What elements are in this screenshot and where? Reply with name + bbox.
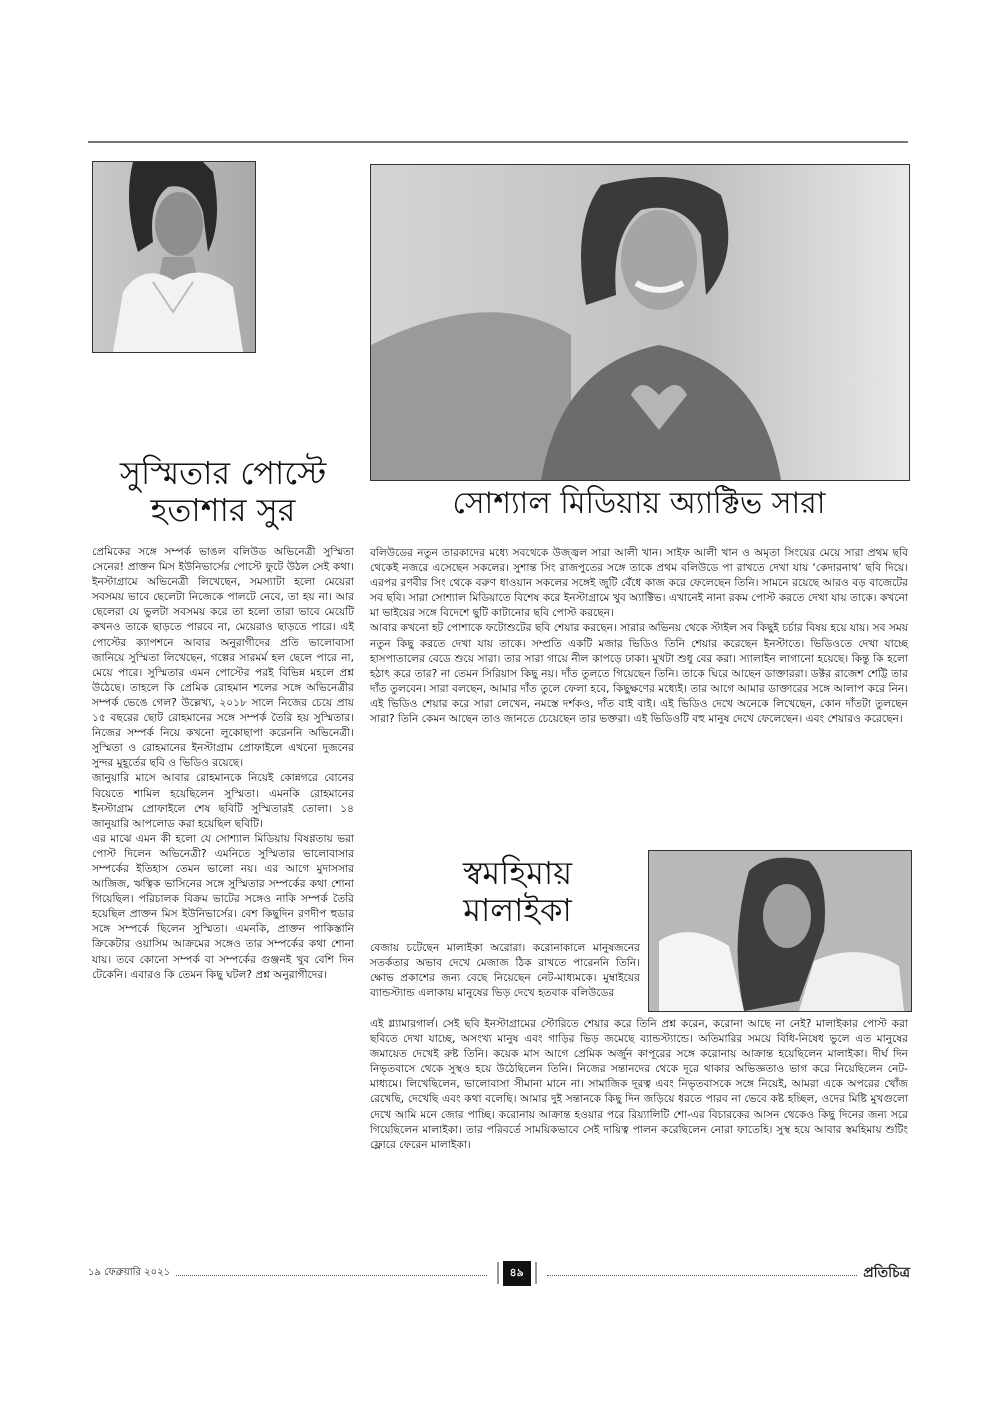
- headline-malaika: [405, 855, 630, 929]
- paragraph: এর মাঝে এমন কী হলো যে সোশ্যাল মিডিয়ায় বিষণ্ণতায় ভরা পোস্ট দিলেন অভিনেত্রী? এমনিতে সুস্মিতার ভালোবাসার সম্পর্কের ইতিহাস তেমন ভালো নয়। এর আগে মুদাসসার আজিজ, ঋত্বিক ভাসিনের সঙ্গে সুস্মিতার সম্পর্কের কথা শোনা গিয়েছিল। পরিচালক বিক্রম ভাটের সঙ্গেও নাকি সম্পর্ক তৈরি হয়েছিল প্রাক্তন মিস ইউনিভার্সের। বেশ কিছুদিন রণদীপ হুডার সঙ্গে সম্পর্কে ছিলেন সুস্মিতা। এমনকি, প্রাক্তন পাকিস্তানি ক্রিকেটার ওয়াসিম আক্রমের সঙ্গেও তার সম্পর্কের কথা শোনা যায়। তবে কোনো সম্পর্ক বা সম্পর্কের গুঞ্জনই খুব বেশি দিন টেকেনি। এবারও কি তেমন কিছু ঘটল? প্রশ্ন অনুরাগীদের।: [92, 832, 354, 981]
- footer-date: ১৯ ফেব্রুয়ারি ২০২১: [88, 1266, 171, 1278]
- page-footer: [88, 1262, 910, 1284]
- paragraph: এই গ্ল্যামারগার্ল। সেই ছবি ইনস্টাগ্রামের স্টোরিতে শেয়ার করে তিনি প্রশ্ন করেন, করোনা আছে না নেই? মালাইকার পোস্ট করা ছবিতে দেখা যাচ্ছে, অসংখ্য মানুষ এবং গাড়ির ভিড় জমেছে ব্যান্ডস্ট্যান্ডে। অতিমারির সময়ে বিধি-নিষেধ ভুলে এত মানুষের জমায়েত দেখেই রুষ্ট তিনি। কয়েক মাস আগে প্রেমিক অর্জুন কাপূরের সঙ্গে করোনায় আক্রান্ত হয়েছিলেন মালাইকা। দীর্ঘ দিন নিভৃতবাসে থেকে সুস্থও হয়ে উঠেছিলেন তিনি। নিজের সন্তানদের থেকে দূরে থাকার অভিজ্ঞতাও ভাগ করে নিয়েছিলেন নেট-মাধ্যমে। লিখেছিলেন, ভালোবাসা সীমানা মানে না। সামাজিক দূরত্ব এবং নিভৃতবাসকে সঙ্গে নিয়েই, আমরা একে অপরের খোঁজ রেখেছি, দেখেছি এবং কথা বলেছি। আমার দুই সন্তানকে কিছু দিন জড়িয়ে ধরতে পারব না ভেবে কষ্ট হচ্ছিল, ওদের মিষ্টি মুখগুলো দেখে আমি মনে জোর পাচ্ছি। করোনায় আক্রান্ত হওয়ার পরে রিয়্যালিটি শো-এর বিচারকের আসন থেকেও কিছু দিনের জন্য সরে গিয়েছিলেন মালাইকা। তার পরিবর্তে সাময়িকভাবে সেই দায়িত্ব পালন করেছিলেন নোরা ফাতেহি। সুস্থ হয়ে আবার স্বমহিমায় শুটিং ফ্লোরে ফেরেন মালাইকা।: [370, 1018, 908, 1151]
- headline-sara: সোশ্যাল মিডিয়ায় অ্যাক্টিভ সারা: [452, 486, 826, 521]
- paragraph: জানুয়ারি মাসে আবার রোহমানকে নিয়েই কোন্নগরে বোনের বিয়েতে শামিল হয়েছিলেন সুস্মিতা। এমনকি রোহমানের ইনস্টাগ্রাম প্রোফাইলে শেষ ছবিটি সুস্মিতারই তোলা। ১৪ জানুয়ারি আপলোড করা হয়েছিল ছবিটি।: [92, 772, 354, 830]
- headline-line: সুস্মিতার পোস্টে: [119, 454, 327, 492]
- dotted-leader: [547, 1275, 857, 1276]
- article-sushmita-body: [92, 545, 354, 983]
- headline-line: স্বমহিমায়: [462, 854, 573, 892]
- headline-line: মালাইকা: [463, 890, 572, 929]
- photo-sushmita: [92, 161, 256, 353]
- paragraph: আবার কখনো হট পোশাকে ফটোশুটের ছবি শেয়ার করছেন। সারার অভিনয় থেকে স্টাইল সব কিছুই চর্চার বিষয় হয়ে যায়। সব সময় নতুন কিছু করতে দেখা যায় তাকে। সম্প্রতি একটি মজার ভিডিও তিনি শেয়ার করেছেন ইনস্টাতে। ভিডিওতে দেখা যাচ্ছে হাসপাতালের বেডে শুয়ে সারা। তার সারা গায়ে নীল কাপড়ে ঢাকা। মুখটা শুধু বের করা। স্যালাইন লাগানো হয়েছে। কিন্তু কি হলো হঠাৎ করে তার? না তেমন সিরিয়াস কিছু নয়। দাঁত তুলতে গিয়েছেন তিনি। তাকে ঘিরে আছেন ডাক্তাররা। ডক্টর রাজেশ শেট্টি তার দাঁত তুলবেন। সারা বলছেন, আমার দাঁত তুলে ফেলা হবে, কিছুক্ষণের মধ্যেই। তার আগে আমার ডাক্তারের সঙ্গে আলাপ করে নিন। এই ভিডিও শেয়ার করে সারা লেখেন, নমস্তে দর্শকও, দাঁত বাই বাই। এই ভিডিও দেখে অনেকে লিখেছেন, কোন দাঁতটা তুলছেন সারা? তিনি কেমন আছেন তাও জানতে চেয়েছেন তার ভক্তরা। এই ভিডিওটি বহু মানুষ দেখে ফেলেছেন। এবং শেয়ারও করেছেন।: [370, 622, 908, 726]
- paragraph: প্রেমিকের সঙ্গে সম্পর্ক ভাঙল বলিউড অভিনেত্রী সুস্মিতা সেনের! প্রাক্তন মিস ইউনিভার্সের পোস্টে ফুটে উঠল সেই কথা। ইনস্টাগ্রামে অভিনেত্রী লিখেছেন, সমস্যাটা হলো মেয়েরা সবসময় ভাবে ছেলেটা নিজেকে পালটে নেবে, তা হয় না। আর ছেলেরা যে ভুলটা সবসময় করে তা হলো তারা ভাবে মেয়েটি কখনও তাকে ছাড়তে পারবে না, মেয়েরাও ছাড়তে পারে। এই পোস্টের ক্যাপশনে আবার অনুরাগীদের প্রতি ভালোবাসা জানিয়ে সুস্মিতা লিখেছেন, গল্পের সারমর্ম হল ছেলে পারে না, মেয়ে পারে। সুস্মিতার এমন পোস্টের পরই বিভিন্ন মহলে প্রশ্ন উঠেছে। তাহলে কি প্রেমিক রোহমান শলের সঙ্গে অভিনেত্রীর সম্পর্ক ভেঙে গেল? উল্লেখ্য, ২০১৮ সালে নিজের চেয়ে প্রায় ১৫ বছরের ছোট রোহমানের সঙ্গে সম্পর্ক তৈরি হয় সুস্মিতার। নিজের সম্পর্ক নিয়ে কখনো লুকোছাপা করেননি অভিনেত্রী। সুস্মিতা ও রোহমানের ইনস্টাগ্রাম প্রোফাইলে এখনো দুজনের সুন্দর মুহূর্তের ছবি ও ভিডিও রয়েছে।: [92, 546, 354, 770]
- divider: [535, 1262, 537, 1284]
- divider: [497, 1262, 499, 1284]
- paragraph: বেজায় চটেছেন মালাইকা অরোরা। করোনাকালে মানুষজনের সতর্কতার অভাব দেখে মেজাজ ঠিক রাখতে পারেননি তিনি। ক্ষোভ প্রকাশের জন্য বেছে নিয়েছেন নেট-মাধ্যমকে। মুম্বাইয়ের ব্যান্ডস্ট্যান্ড এলাকায় মানুষের ভিড় দেখে হতবাক বলিউডের: [370, 942, 640, 1000]
- photo-malaika: [648, 850, 912, 1012]
- article-malaika-intro: [370, 941, 640, 1001]
- article-malaika-body: [370, 1017, 908, 1153]
- headline-sushmita: [92, 455, 354, 529]
- headline-line: হতাশার সুর: [150, 490, 296, 529]
- paragraph: বলিউডের নতুন তারকাদের মধ্যে সবথেকে উজ্জ্বল সারা আলী খান। সাইফ আলী খান ও অমৃতা সিংয়ের মেয়ে সারা প্রথম ছবি থেকেই নজরে এসেছেন সকলের। সুশান্ত সিং রাজপুতের সঙ্গে তাকে প্রথম বলিউডে পা রাখতে দেখা যায় ‘কেদারনাথ’ ছবি দিয়ে। এরপর রণবীর সিং থেকে বরুণ ধাওয়ান সকলের সঙ্গেই জুটি বেঁধে কাজ করে ফেলেছেন তিনি। সামনে রয়েছে আরও বড় বাজেটের সব ছবি। সারা সোশ্যাল মিডিয়াতে বিশেষ করে ইনস্টাগ্রামে খুব অ্যাক্টিভ। এখানেই নানা রকম পোস্ট করতে দেখা যায় তাকে। কখনো মা ভাইয়ের সঙ্গে বিদেশে ছুটি কাটানোর ছবি পোস্ট করছেন।: [370, 547, 908, 620]
- photo-sara: [370, 164, 910, 481]
- page-number: ৪৯: [503, 1261, 531, 1286]
- publication-name: প্রতিচিত্র: [863, 1265, 911, 1281]
- top-rule: [88, 141, 908, 143]
- dotted-leader: [176, 1275, 486, 1276]
- article-sara-body: [370, 546, 908, 727]
